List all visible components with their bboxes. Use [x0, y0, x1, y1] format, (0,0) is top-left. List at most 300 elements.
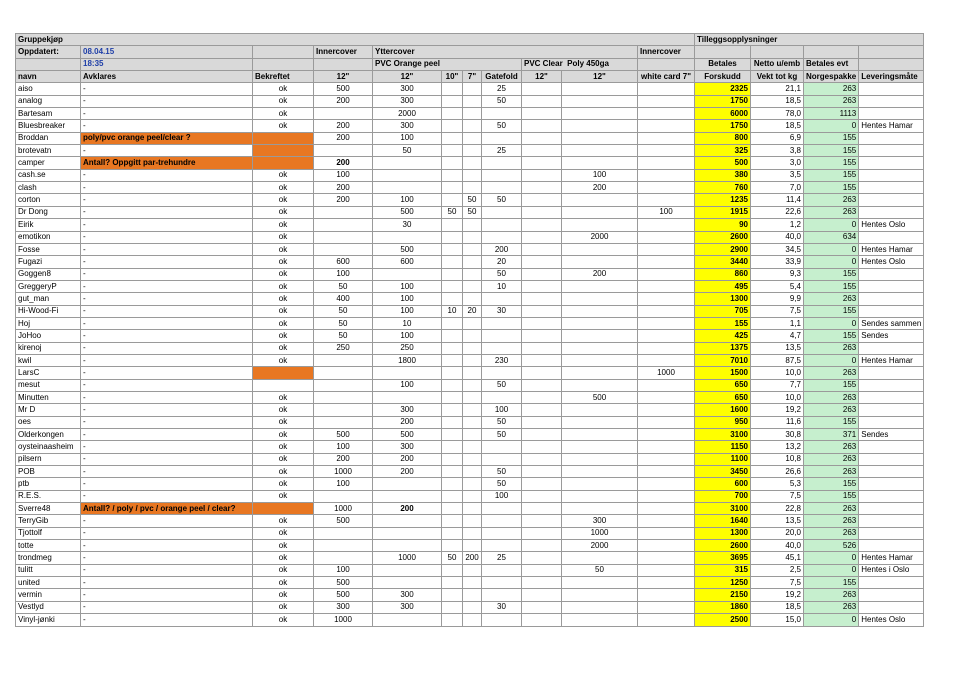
cell-clear12[interactable]: [522, 108, 562, 120]
cell-forskudd[interactable]: 2500: [695, 614, 751, 626]
cell-ytter12[interactable]: [373, 231, 442, 243]
cell-forskudd[interactable]: 650: [695, 391, 751, 403]
cell-y7[interactable]: [463, 169, 482, 181]
cell-forskudd[interactable]: 2600: [695, 540, 751, 552]
cell-y10[interactable]: [442, 540, 463, 552]
cell-poly12[interactable]: [562, 552, 638, 564]
cell-inner12[interactable]: [314, 108, 373, 120]
cell-whitecard[interactable]: [638, 379, 695, 391]
cell-forskudd[interactable]: 2900: [695, 243, 751, 255]
cell-y10[interactable]: [442, 614, 463, 626]
cell-inner12[interactable]: 50: [314, 330, 373, 342]
cell-levering[interactable]: [859, 441, 924, 453]
cell-norgespakke[interactable]: 263: [804, 503, 859, 515]
cell-levering[interactable]: [859, 108, 924, 120]
cell-ytter12[interactable]: 300: [373, 404, 442, 416]
cell-levering[interactable]: [859, 268, 924, 280]
cell-norgespakke[interactable]: 263: [804, 293, 859, 305]
cell-gatefold[interactable]: [482, 342, 522, 354]
cell-norgespakke[interactable]: 263: [804, 466, 859, 478]
cell-gatefold[interactable]: [482, 108, 522, 120]
cell-ytter12[interactable]: [373, 391, 442, 403]
cell-avklares[interactable]: -: [81, 466, 253, 478]
cell-forskudd[interactable]: 950: [695, 416, 751, 428]
cell-navn[interactable]: vermin: [16, 589, 81, 601]
cell-forskudd[interactable]: 1300: [695, 527, 751, 539]
cell-navn[interactable]: kirenoj: [16, 342, 81, 354]
cell-navn[interactable]: oysteinaasheim: [16, 441, 81, 453]
cell-y10[interactable]: [442, 280, 463, 292]
cell-avklares[interactable]: -: [81, 219, 253, 231]
cell-inner12[interactable]: 1000: [314, 466, 373, 478]
cell-forskudd[interactable]: 155: [695, 317, 751, 329]
cell-poly12[interactable]: 2000: [562, 540, 638, 552]
cell-forskudd[interactable]: 1250: [695, 577, 751, 589]
cell-navn[interactable]: R.E.S.: [16, 490, 81, 502]
cell-vekt[interactable]: 26,6: [751, 466, 804, 478]
cell-inner12[interactable]: 100: [314, 268, 373, 280]
cell-clear12[interactable]: [522, 95, 562, 107]
cell-navn[interactable]: Hoj: [16, 317, 81, 329]
cell-avklares[interactable]: -: [81, 182, 253, 194]
cell-forskudd[interactable]: 600: [695, 478, 751, 490]
cell-gatefold[interactable]: [482, 515, 522, 527]
cell-norgespakke[interactable]: 0: [804, 256, 859, 268]
cell-poly12[interactable]: [562, 219, 638, 231]
cell-norgespakke[interactable]: 0: [804, 564, 859, 576]
cell-gatefold[interactable]: 20: [482, 256, 522, 268]
cell-ytter12[interactable]: [373, 182, 442, 194]
cell-y7[interactable]: [463, 453, 482, 465]
cell-ytter12[interactable]: [373, 540, 442, 552]
cell-y7[interactable]: [463, 490, 482, 502]
cell-ytter12[interactable]: 2000: [373, 108, 442, 120]
cell-vekt[interactable]: 13,2: [751, 441, 804, 453]
cell-avklares[interactable]: -: [81, 453, 253, 465]
cell-whitecard[interactable]: [638, 515, 695, 527]
cell-vekt[interactable]: 4,7: [751, 330, 804, 342]
cell-vekt[interactable]: 15,0: [751, 614, 804, 626]
cell-poly12[interactable]: [562, 416, 638, 428]
cell-vekt[interactable]: 11,6: [751, 416, 804, 428]
cell-gatefold[interactable]: 50: [482, 194, 522, 206]
cell-vekt[interactable]: 13,5: [751, 342, 804, 354]
cell-ytter12[interactable]: 500: [373, 206, 442, 218]
cell-bekreftet[interactable]: ok: [253, 490, 314, 502]
cell-norgespakke[interactable]: 155: [804, 330, 859, 342]
cell-clear12[interactable]: [522, 429, 562, 441]
cell-vekt[interactable]: 7,7: [751, 379, 804, 391]
cell-y7[interactable]: [463, 404, 482, 416]
cell-bekreftet[interactable]: ok: [253, 256, 314, 268]
cell-y10[interactable]: [442, 564, 463, 576]
cell-y7[interactable]: [463, 416, 482, 428]
cell-avklares[interactable]: -: [81, 268, 253, 280]
cell-avklares[interactable]: -: [81, 120, 253, 132]
cell-poly12[interactable]: [562, 342, 638, 354]
cell-norgespakke[interactable]: 0: [804, 243, 859, 255]
cell-norgespakke[interactable]: 155: [804, 132, 859, 144]
cell-poly12[interactable]: [562, 490, 638, 502]
cell-avklares[interactable]: -: [81, 441, 253, 453]
cell-clear12[interactable]: [522, 466, 562, 478]
cell-y7[interactable]: [463, 293, 482, 305]
cell-navn[interactable]: Eirik: [16, 219, 81, 231]
cell-y7[interactable]: [463, 317, 482, 329]
cell-norgespakke[interactable]: 526: [804, 540, 859, 552]
cell-clear12[interactable]: [522, 194, 562, 206]
cell-avklares[interactable]: -: [81, 404, 253, 416]
cell-clear12[interactable]: [522, 342, 562, 354]
cell-whitecard[interactable]: [638, 540, 695, 552]
cell-vekt[interactable]: 78,0: [751, 108, 804, 120]
cell-navn[interactable]: Dr Dong: [16, 206, 81, 218]
cell-gatefold[interactable]: [482, 317, 522, 329]
cell-inner12[interactable]: 500: [314, 429, 373, 441]
cell-bekreftet[interactable]: ok: [253, 317, 314, 329]
cell-navn[interactable]: totte: [16, 540, 81, 552]
cell-gatefold[interactable]: 50: [482, 429, 522, 441]
cell-y7[interactable]: 50: [463, 206, 482, 218]
cell-gatefold[interactable]: [482, 577, 522, 589]
cell-gatefold[interactable]: [482, 391, 522, 403]
cell-levering[interactable]: [859, 453, 924, 465]
cell-inner12[interactable]: 200: [314, 95, 373, 107]
cell-navn[interactable]: pilsern: [16, 453, 81, 465]
cell-vekt[interactable]: 87,5: [751, 354, 804, 366]
cell-whitecard[interactable]: [638, 342, 695, 354]
cell-whitecard[interactable]: [638, 194, 695, 206]
cell-inner12[interactable]: [314, 219, 373, 231]
cell-forskudd[interactable]: 7010: [695, 354, 751, 366]
cell-y10[interactable]: [442, 231, 463, 243]
cell-whitecard[interactable]: [638, 453, 695, 465]
cell-avklares[interactable]: -: [81, 478, 253, 490]
cell-levering[interactable]: [859, 342, 924, 354]
cell-y7[interactable]: 50: [463, 194, 482, 206]
cell-avklares[interactable]: -: [81, 614, 253, 626]
cell-y7[interactable]: [463, 441, 482, 453]
cell-norgespakke[interactable]: 1113: [804, 108, 859, 120]
cell-clear12[interactable]: [522, 577, 562, 589]
cell-ytter12[interactable]: 300: [373, 83, 442, 95]
cell-inner12[interactable]: 50: [314, 305, 373, 317]
cell-forskudd[interactable]: 3695: [695, 552, 751, 564]
cell-norgespakke[interactable]: 371: [804, 429, 859, 441]
cell-clear12[interactable]: [522, 330, 562, 342]
cell-clear12[interactable]: [522, 515, 562, 527]
cell-avklares[interactable]: -: [81, 206, 253, 218]
cell-forskudd[interactable]: 1750: [695, 95, 751, 107]
cell-y7[interactable]: 20: [463, 305, 482, 317]
cell-forskudd[interactable]: 705: [695, 305, 751, 317]
cell-levering[interactable]: [859, 367, 924, 379]
cell-ytter12[interactable]: [373, 515, 442, 527]
cell-gatefold[interactable]: 200: [482, 243, 522, 255]
cell-y7[interactable]: [463, 478, 482, 490]
cell-y7[interactable]: [463, 601, 482, 613]
cell-poly12[interactable]: [562, 354, 638, 366]
cell-avklares[interactable]: -: [81, 564, 253, 576]
cell-poly12[interactable]: [562, 317, 638, 329]
cell-levering[interactable]: [859, 540, 924, 552]
cell-whitecard[interactable]: [638, 490, 695, 502]
cell-avklares[interactable]: -: [81, 243, 253, 255]
cell-bekreftet[interactable]: ok: [253, 305, 314, 317]
cell-gatefold[interactable]: 100: [482, 404, 522, 416]
cell-y10[interactable]: 10: [442, 305, 463, 317]
cell-norgespakke[interactable]: 155: [804, 157, 859, 169]
cell-y7[interactable]: [463, 466, 482, 478]
cell-y10[interactable]: [442, 404, 463, 416]
cell-inner12[interactable]: [314, 367, 373, 379]
cell-avklares[interactable]: -: [81, 231, 253, 243]
cell-y10[interactable]: [442, 367, 463, 379]
cell-navn[interactable]: clash: [16, 182, 81, 194]
cell-avklares[interactable]: -: [81, 601, 253, 613]
cell-avklares[interactable]: -: [81, 95, 253, 107]
cell-inner12[interactable]: [314, 404, 373, 416]
cell-levering[interactable]: [859, 515, 924, 527]
cell-y7[interactable]: [463, 342, 482, 354]
cell-gatefold[interactable]: [482, 330, 522, 342]
cell-whitecard[interactable]: [638, 416, 695, 428]
cell-y7[interactable]: [463, 330, 482, 342]
cell-inner12[interactable]: [314, 540, 373, 552]
cell-navn[interactable]: POB: [16, 466, 81, 478]
cell-navn[interactable]: emotikon: [16, 231, 81, 243]
cell-vekt[interactable]: 10,0: [751, 367, 804, 379]
cell-gatefold[interactable]: 50: [482, 268, 522, 280]
cell-navn[interactable]: mesut: [16, 379, 81, 391]
cell-gatefold[interactable]: [482, 614, 522, 626]
cell-y10[interactable]: [442, 169, 463, 181]
cell-y10[interactable]: [442, 577, 463, 589]
cell-navn[interactable]: Mr D: [16, 404, 81, 416]
cell-bekreftet[interactable]: ok: [253, 231, 314, 243]
cell-avklares[interactable]: -: [81, 429, 253, 441]
cell-whitecard[interactable]: [638, 83, 695, 95]
cell-whitecard[interactable]: [638, 564, 695, 576]
cell-clear12[interactable]: [522, 503, 562, 515]
cell-inner12[interactable]: [314, 243, 373, 255]
cell-y7[interactable]: [463, 120, 482, 132]
cell-whitecard[interactable]: [638, 330, 695, 342]
cell-forskudd[interactable]: 315: [695, 564, 751, 576]
cell-clear12[interactable]: [522, 527, 562, 539]
cell-y10[interactable]: [442, 243, 463, 255]
cell-bekreftet[interactable]: [253, 145, 314, 157]
cell-levering[interactable]: [859, 466, 924, 478]
cell-y10[interactable]: [442, 391, 463, 403]
cell-avklares[interactable]: -: [81, 540, 253, 552]
cell-ytter12[interactable]: 50: [373, 145, 442, 157]
cell-levering[interactable]: [859, 206, 924, 218]
cell-ytter12[interactable]: 300: [373, 120, 442, 132]
cell-forskudd[interactable]: 800: [695, 132, 751, 144]
cell-navn[interactable]: united: [16, 577, 81, 589]
cell-vekt[interactable]: 18,5: [751, 120, 804, 132]
cell-avklares[interactable]: -: [81, 305, 253, 317]
cell-whitecard[interactable]: [638, 404, 695, 416]
cell-y7[interactable]: [463, 391, 482, 403]
cell-inner12[interactable]: 500: [314, 83, 373, 95]
cell-whitecard[interactable]: [638, 503, 695, 515]
cell-bekreftet[interactable]: ok: [253, 552, 314, 564]
cell-navn[interactable]: gut_man: [16, 293, 81, 305]
cell-inner12[interactable]: 200: [314, 157, 373, 169]
cell-bekreftet[interactable]: ok: [253, 614, 314, 626]
cell-y7[interactable]: [463, 515, 482, 527]
cell-avklares[interactable]: poly/pvc orange peel/clear ?: [81, 132, 253, 144]
cell-clear12[interactable]: [522, 540, 562, 552]
cell-ytter12[interactable]: [373, 169, 442, 181]
cell-gatefold[interactable]: [482, 206, 522, 218]
cell-inner12[interactable]: 100: [314, 169, 373, 181]
cell-navn[interactable]: Fugazi: [16, 256, 81, 268]
cell-whitecard[interactable]: [638, 391, 695, 403]
cell-levering[interactable]: [859, 478, 924, 490]
cell-forskudd[interactable]: 860: [695, 268, 751, 280]
cell-ytter12[interactable]: 250: [373, 342, 442, 354]
cell-navn[interactable]: Sverre48: [16, 503, 81, 515]
cell-poly12[interactable]: 300: [562, 515, 638, 527]
cell-y7[interactable]: [463, 429, 482, 441]
cell-forskudd[interactable]: 380: [695, 169, 751, 181]
cell-y7[interactable]: [463, 108, 482, 120]
cell-clear12[interactable]: [522, 83, 562, 95]
cell-ytter12[interactable]: 100: [373, 132, 442, 144]
cell-forskudd[interactable]: 760: [695, 182, 751, 194]
cell-ytter12[interactable]: 100: [373, 330, 442, 342]
cell-poly12[interactable]: [562, 601, 638, 613]
cell-whitecard[interactable]: [638, 601, 695, 613]
cell-ytter12[interactable]: [373, 577, 442, 589]
cell-ytter12[interactable]: 300: [373, 589, 442, 601]
cell-inner12[interactable]: 50: [314, 317, 373, 329]
cell-gatefold[interactable]: 10: [482, 280, 522, 292]
cell-navn[interactable]: Vestlyd: [16, 601, 81, 613]
cell-levering[interactable]: [859, 577, 924, 589]
cell-clear12[interactable]: [522, 453, 562, 465]
cell-poly12[interactable]: [562, 83, 638, 95]
cell-clear12[interactable]: [522, 552, 562, 564]
cell-bekreftet[interactable]: [253, 503, 314, 515]
cell-y7[interactable]: [463, 243, 482, 255]
cell-y7[interactable]: [463, 527, 482, 539]
cell-vekt[interactable]: 9,3: [751, 268, 804, 280]
cell-bekreftet[interactable]: ok: [253, 527, 314, 539]
cell-forskudd[interactable]: 3440: [695, 256, 751, 268]
cell-bekreftet[interactable]: ok: [253, 441, 314, 453]
cell-poly12[interactable]: [562, 404, 638, 416]
cell-bekreftet[interactable]: ok: [253, 219, 314, 231]
cell-forskudd[interactable]: 2600: [695, 231, 751, 243]
cell-y10[interactable]: [442, 330, 463, 342]
cell-avklares[interactable]: -: [81, 169, 253, 181]
cell-levering[interactable]: [859, 182, 924, 194]
cell-clear12[interactable]: [522, 182, 562, 194]
cell-poly12[interactable]: [562, 120, 638, 132]
cell-bekreftet[interactable]: ok: [253, 95, 314, 107]
cell-whitecard[interactable]: [638, 132, 695, 144]
cell-gatefold[interactable]: [482, 157, 522, 169]
cell-bekreftet[interactable]: ok: [253, 404, 314, 416]
cell-bekreftet[interactable]: ok: [253, 280, 314, 292]
cell-bekreftet[interactable]: ok: [253, 466, 314, 478]
cell-forskudd[interactable]: 3450: [695, 466, 751, 478]
cell-vekt[interactable]: 7,5: [751, 305, 804, 317]
cell-whitecard[interactable]: [638, 268, 695, 280]
cell-whitecard[interactable]: [638, 231, 695, 243]
cell-vekt[interactable]: 1,2: [751, 219, 804, 231]
cell-bekreftet[interactable]: [253, 157, 314, 169]
cell-gatefold[interactable]: [482, 231, 522, 243]
cell-navn[interactable]: tulitt: [16, 564, 81, 576]
cell-vekt[interactable]: 3,8: [751, 145, 804, 157]
cell-clear12[interactable]: [522, 317, 562, 329]
cell-forskudd[interactable]: 1100: [695, 453, 751, 465]
cell-clear12[interactable]: [522, 231, 562, 243]
cell-clear12[interactable]: [522, 354, 562, 366]
cell-y7[interactable]: [463, 132, 482, 144]
cell-clear12[interactable]: [522, 589, 562, 601]
cell-y7[interactable]: [463, 280, 482, 292]
cell-inner12[interactable]: 200: [314, 120, 373, 132]
cell-ytter12[interactable]: 100: [373, 194, 442, 206]
cell-avklares[interactable]: -: [81, 416, 253, 428]
cell-levering[interactable]: Sendes sammen: [859, 317, 924, 329]
cell-inner12[interactable]: 100: [314, 564, 373, 576]
cell-gatefold[interactable]: 50: [482, 478, 522, 490]
cell-y10[interactable]: [442, 453, 463, 465]
cell-forskudd[interactable]: 1640: [695, 515, 751, 527]
cell-whitecard[interactable]: [638, 293, 695, 305]
cell-navn[interactable]: Fosse: [16, 243, 81, 255]
cell-avklares[interactable]: -: [81, 354, 253, 366]
cell-y7[interactable]: [463, 157, 482, 169]
cell-bekreftet[interactable]: ok: [253, 108, 314, 120]
cell-poly12[interactable]: [562, 577, 638, 589]
cell-y10[interactable]: [442, 416, 463, 428]
cell-y10[interactable]: [442, 317, 463, 329]
cell-y10[interactable]: 50: [442, 206, 463, 218]
cell-avklares[interactable]: -: [81, 145, 253, 157]
cell-gatefold[interactable]: 50: [482, 95, 522, 107]
cell-gatefold[interactable]: 50: [482, 379, 522, 391]
cell-gatefold[interactable]: [482, 540, 522, 552]
cell-levering[interactable]: Hentes Oslo: [859, 614, 924, 626]
cell-levering[interactable]: [859, 83, 924, 95]
cell-y10[interactable]: [442, 182, 463, 194]
cell-poly12[interactable]: [562, 614, 638, 626]
cell-poly12[interactable]: 1000: [562, 527, 638, 539]
cell-whitecard[interactable]: [638, 243, 695, 255]
cell-whitecard[interactable]: [638, 614, 695, 626]
cell-bekreftet[interactable]: ok: [253, 453, 314, 465]
cell-poly12[interactable]: [562, 503, 638, 515]
cell-gatefold[interactable]: 25: [482, 145, 522, 157]
cell-gatefold[interactable]: [482, 441, 522, 453]
cell-ytter12[interactable]: [373, 268, 442, 280]
cell-forskudd[interactable]: 1750: [695, 120, 751, 132]
cell-ytter12[interactable]: 200: [373, 453, 442, 465]
cell-clear12[interactable]: [522, 293, 562, 305]
cell-avklares[interactable]: -: [81, 293, 253, 305]
cell-inner12[interactable]: [314, 379, 373, 391]
cell-poly12[interactable]: [562, 441, 638, 453]
cell-y10[interactable]: 50: [442, 552, 463, 564]
